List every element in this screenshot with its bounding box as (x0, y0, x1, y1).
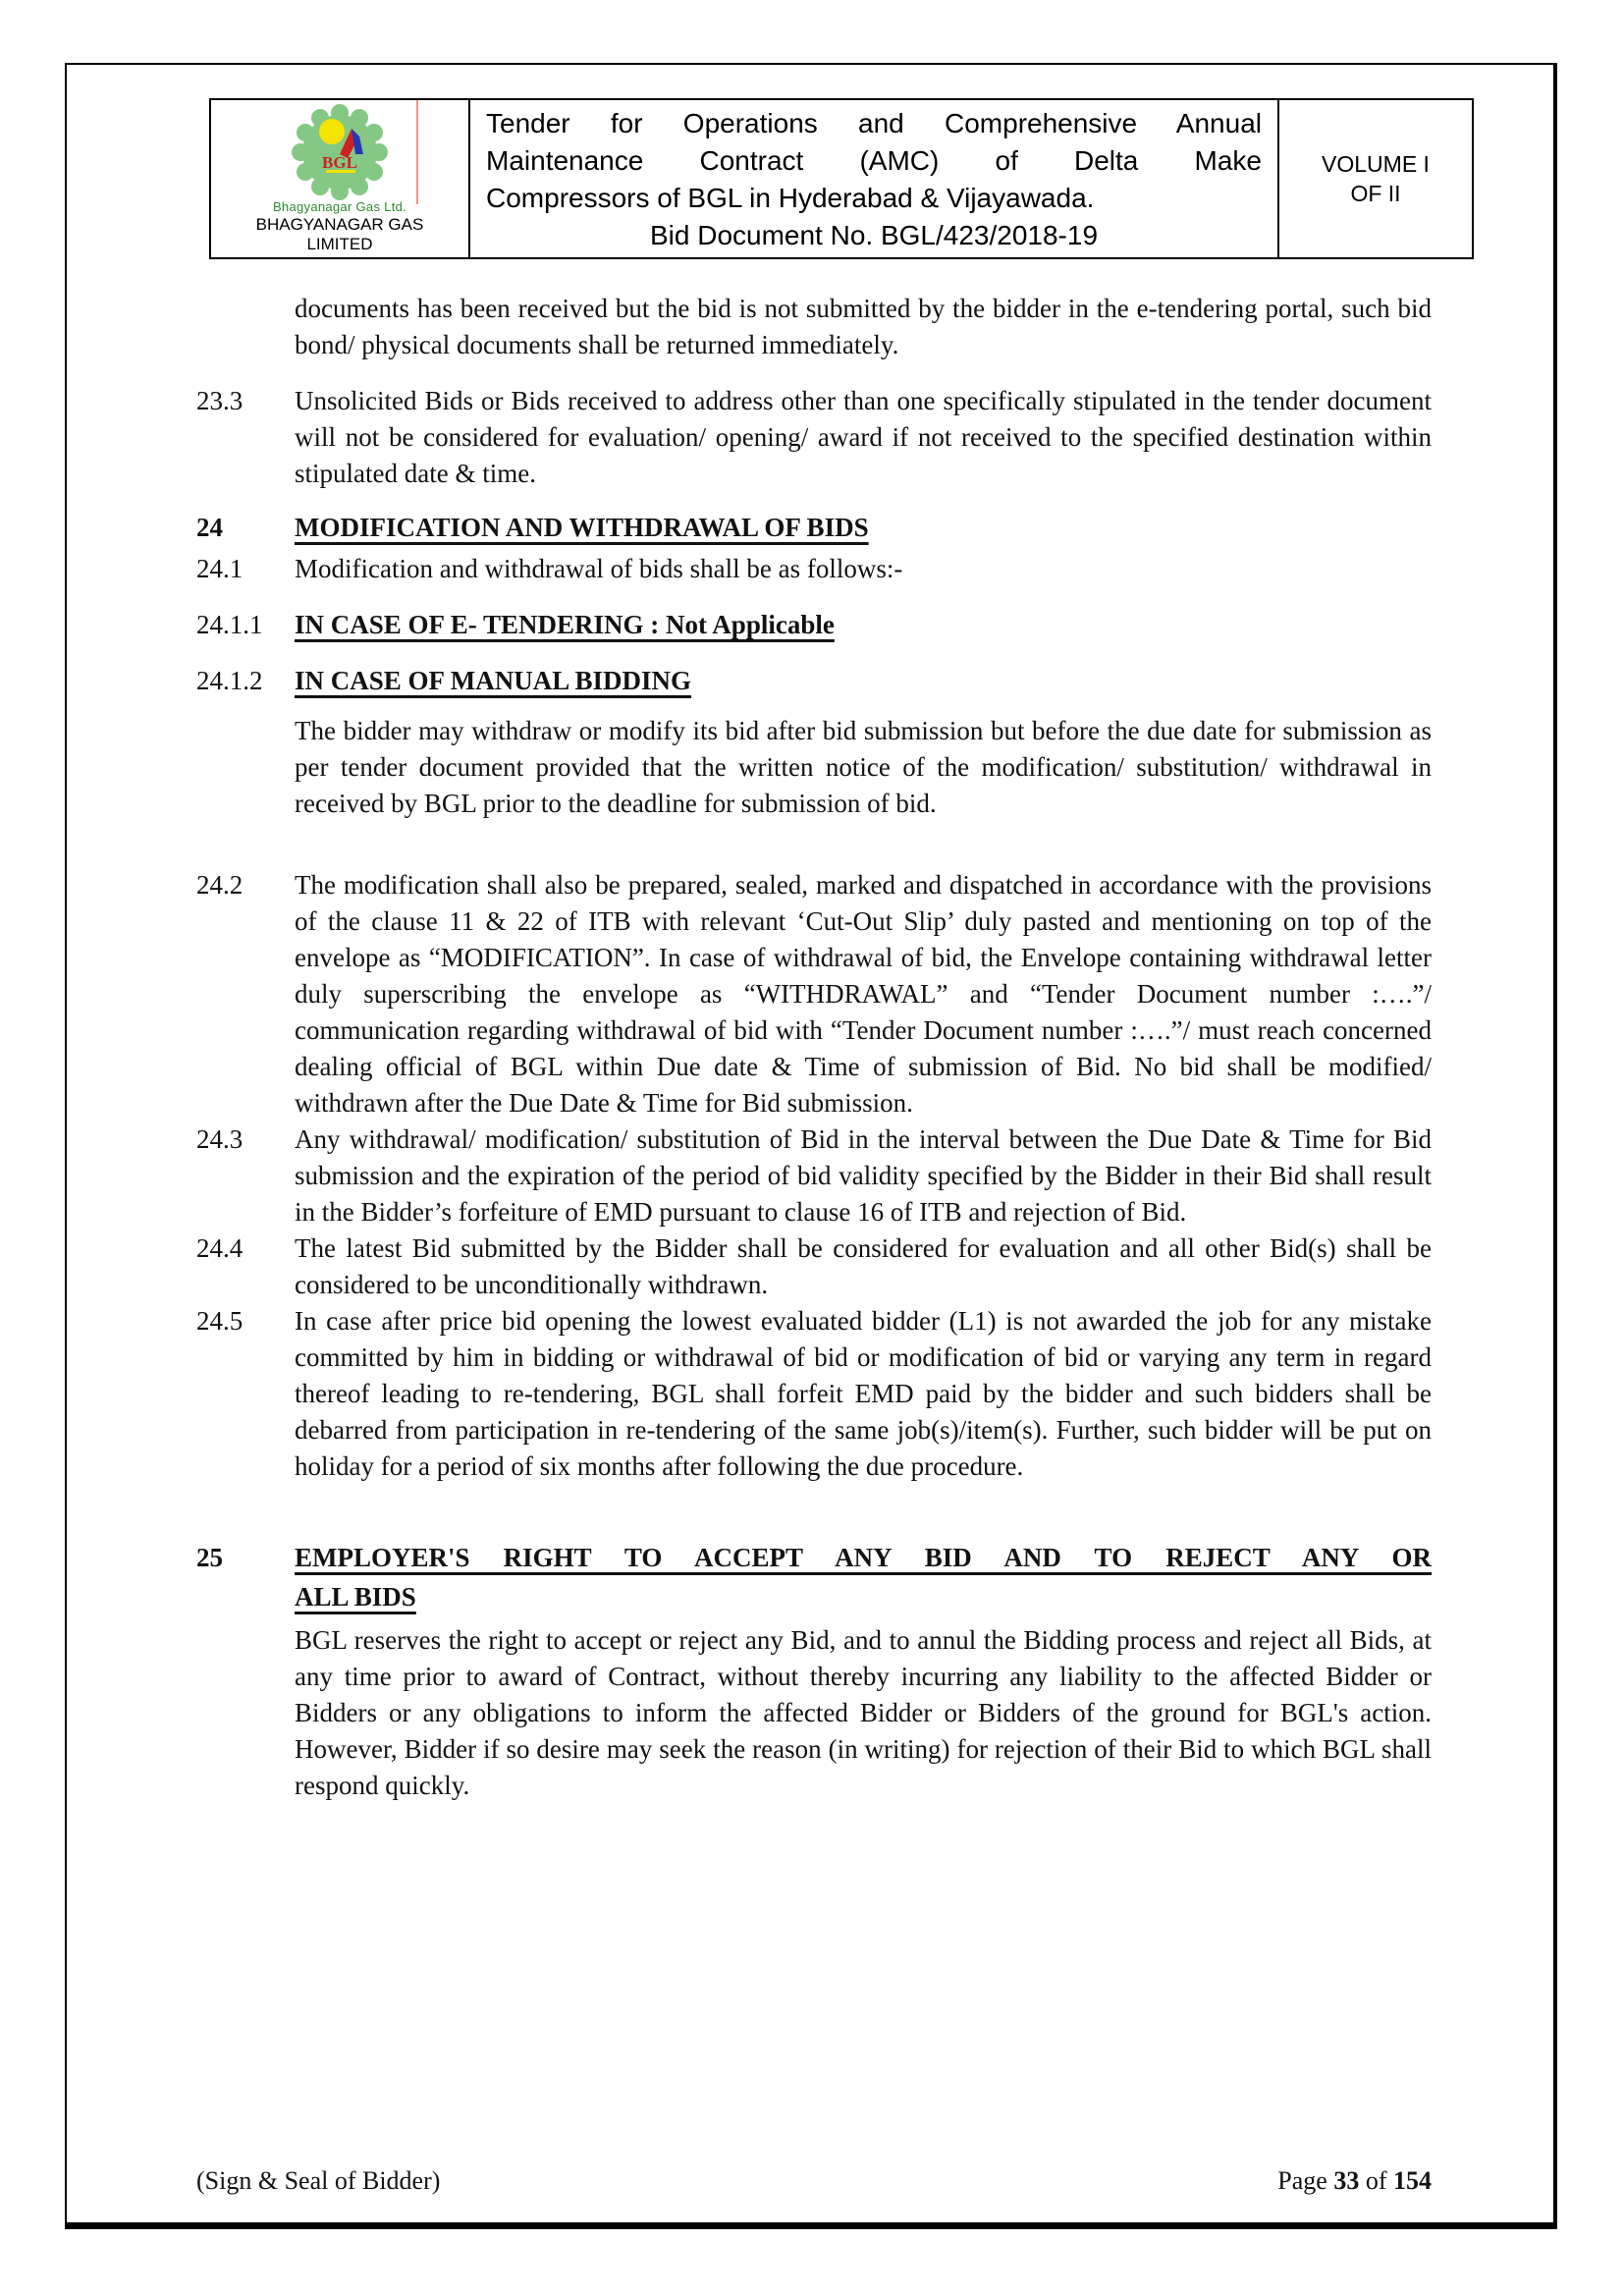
section-row (196, 291, 1432, 363)
section-row (196, 867, 1432, 1121)
section-number: 24.1 (196, 554, 244, 583)
section-text: The bidder may withdraw or modify its bid after bid submission but before the due date for submission as per tender document provided that the written notice of the modification/ substitution/ withdrawal in received by BGL prior to the deadline for submission of bid. (295, 716, 1432, 818)
section-text: The modification shall also be prepared, sealed, marked and dispatched in accordance with the provisions of the clause 11 & 22 of ITB with relevant ‘Cut-Out Slip’ duly pasted and mentioning on top of the envelope as “MODIFICATION”. In case of withdrawal of bid, the Envelope containing withdrawal letter duly superscribing the envelope as “WITHDRAWAL” and “Tender Document number :….”/ communication regarding withdrawal of bid with “Tender Document number :….”/ must reach concerned dealing official of BGL within Due date & Time of submission of Bid. No bid shall be modified/ withdrawn after the Due Date & Time for Bid submission. (295, 870, 1432, 1118)
volume-cell (1279, 100, 1472, 257)
title-line: Bid Document No. BGL/423/2018-19 (649, 220, 1099, 250)
volume-line-1: VOLUME I (1322, 151, 1430, 177)
section-row (196, 551, 1432, 587)
section-number: 24.1.1 (196, 610, 263, 639)
section-row (196, 1230, 1432, 1303)
body-sections (196, 291, 1432, 1804)
page-indicator (1277, 2166, 1432, 2196)
footer (196, 2166, 1432, 2196)
section-heading: EMPLOYER'S RIGHT TO ACCEPT ANY BID AND TO REJECT ANY OR ALL BIDS (295, 1543, 1432, 1612)
logo-cell (211, 100, 470, 257)
title-cell (470, 100, 1279, 257)
section-text: Modification and withdrawal of bids shall be as follows:- (295, 554, 903, 583)
section-row (196, 713, 1432, 822)
section-heading: IN CASE OF MANUAL BIDDING (295, 666, 692, 695)
section-row (196, 1622, 1432, 1804)
section-number (196, 1622, 295, 1804)
section-row (196, 383, 1432, 492)
title-line: Maintenance Contract (AMC) of Delta Make (486, 145, 1262, 176)
section-heading: IN CASE OF E- TENDERING : Not Applicable (295, 610, 835, 639)
title-line: Compressors of BGL in Hyderabad & Vijayawada. (486, 183, 1095, 213)
section-text: documents has been received but the bid is not submitted by the bidder in the e-tendering portal, such bid bond/ physical documents shall be returned immediately. (295, 294, 1432, 359)
section-number: 24 (196, 513, 223, 542)
section-row (196, 607, 1432, 643)
page-number: 33 (1333, 2166, 1360, 2195)
section-row (196, 1538, 1432, 1616)
section-row (196, 1303, 1432, 1485)
svg-text:BGL: BGL (322, 153, 357, 172)
section-row (196, 510, 1432, 546)
section-number: 24.5 (196, 1306, 244, 1336)
section-number: 24.4 (196, 1233, 244, 1263)
header-table (209, 98, 1474, 259)
title-line: Tender for Operations and Comprehensive Annual (486, 108, 1262, 138)
section-heading: MODIFICATION AND WITHDRAWAL OF BIDS (295, 513, 869, 542)
logo-caption: Bhagyanagar Gas Ltd. (272, 199, 407, 214)
section-text: Unsolicited Bids or Bids received to address other than one specifically stipulated in the tender document will not be considered for evaluation/ opening/ award if not received to the specified destination within stipulated date & time. (295, 386, 1432, 488)
section-number: 24.1.2 (196, 666, 263, 695)
section-number (196, 291, 295, 363)
sign-seal-label: (Sign & Seal of Bidder) (196, 2166, 441, 2195)
header-accent-line (416, 100, 418, 204)
page-total: 154 (1393, 2166, 1432, 2195)
section-number: 24.3 (196, 1124, 244, 1154)
of-word: of (1365, 2166, 1387, 2195)
section-number (196, 713, 295, 822)
section-text: In case after price bid opening the lowest evaluated bidder (L1) is not awarded the job for any mistake committed by him in bidding or withdrawal of bid or modification of bid or varying any term in regard thereof leading to re-tendering, BGL shall forfeit EMD paid by the bidder and such bidders shall be debarred from participation in re-tendering of the same job(s)/item(s). Further, such bidder will be put on holiday for a period of six months after following the due procedure. (295, 1306, 1432, 1481)
volume-line-2: OF II (1350, 181, 1401, 206)
bgl-logo-icon (291, 103, 389, 201)
section-number: 25 (196, 1543, 223, 1572)
section-number: 24.2 (196, 870, 244, 900)
section-row (196, 1121, 1432, 1230)
section-row (196, 663, 1432, 699)
page-word: Page (1277, 2166, 1327, 2195)
section-text: BGL reserves the right to accept or reject any Bid, and to annul the Bidding process and reject all Bids, at any time prior to award of Contract, without thereby incurring any liability to the affected Bidder or Bidders or any obligations to inform the affected Bidder or Bidders of the ground for BGL's action. However, Bidder if so desire may seek the reason (in writing) for rejection of their Bid to which BGL shall respond quickly. (295, 1625, 1432, 1800)
section-number: 23.3 (196, 386, 244, 415)
section-text: The latest Bid submitted by the Bidder shall be considered for evaluation and all other Bid(s) shall be considered to be unconditionally withdrawn. (295, 1233, 1432, 1299)
section-text: Any withdrawal/ modification/ substitution of Bid in the interval between the Due Date & Time for Bid submission and the expiration of the period of bid validity specified by the Bidder in their Bid shall result in the Bidder’s forfeiture of EMD pursuant to clause 16 of ITB and rejection of Bid. (295, 1124, 1432, 1227)
company-name: BHAGYANAGAR GAS LIMITED (255, 215, 424, 253)
